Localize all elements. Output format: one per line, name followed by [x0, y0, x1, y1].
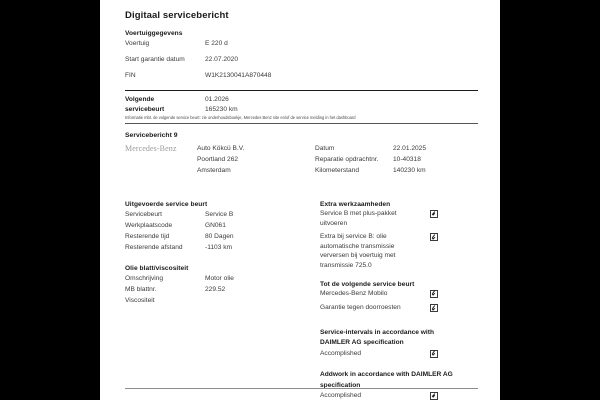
divider-above-next-service	[125, 90, 478, 91]
service-intervals-heading-line1: Service-intervals in accordance with	[320, 328, 434, 336]
checkbox-cell[interactable]	[430, 289, 442, 300]
performed-row-remaining-distance	[125, 242, 315, 253]
extra-work-column	[315, 201, 478, 400]
report-meta	[315, 143, 478, 176]
next-service-section	[125, 95, 478, 124]
meta-row-order-number	[315, 154, 478, 165]
page-title: Digitaal servicebericht	[125, 10, 229, 21]
report-header-columns	[125, 143, 478, 176]
field-value: Motor olie	[205, 275, 234, 282]
field-value: GN061	[205, 222, 226, 229]
field-label: MB blattnr.	[125, 286, 157, 293]
next-service-row-1	[125, 95, 478, 105]
field-value: 22.01.2025	[393, 145, 427, 152]
item-label: Service B met plus-pakket uitvoeren	[320, 210, 397, 227]
item-label: Mercedes-Benz Mobilo	[320, 289, 388, 297]
vehicle-row-voertuig	[125, 38, 478, 49]
vehicle-data-heading: Voertuiggegevens	[125, 30, 183, 37]
field-label: Voertuig	[125, 40, 150, 47]
addwork-section	[320, 370, 478, 400]
field-value: 22.07.2020	[205, 56, 239, 63]
field-label: Werkplaatscode	[125, 222, 173, 229]
checkbox-checked-icon[interactable]	[430, 350, 438, 358]
checkbox-checked-icon[interactable]	[430, 392, 438, 400]
field-value: 140230 km	[393, 167, 426, 174]
until-next-service-heading: Tot de volgende service beurt	[320, 280, 415, 288]
extra-work-heading: Extra werkzaamheden	[320, 201, 391, 208]
field-label: FIN	[125, 72, 136, 79]
until-next-service-item-1	[320, 289, 478, 300]
checkbox-checked-icon[interactable]	[430, 210, 438, 218]
performed-row-remaining-time	[125, 231, 315, 242]
meta-row-odometer	[315, 165, 478, 176]
oil-row-viscosity	[125, 295, 315, 306]
item-label: Extra bij service B: olie automatische transmissie verversen bij voertuig met transmissie 725.0	[320, 233, 396, 269]
page-bottom-divider	[125, 388, 478, 389]
service-intervals-section	[320, 328, 478, 359]
report-body-columns	[125, 201, 478, 400]
dealer-address	[197, 143, 315, 176]
spacer	[320, 360, 478, 370]
item-label: Garantie tegen doorroesten	[320, 304, 401, 312]
field-value: W1K2130041A870448	[205, 72, 272, 79]
vehicle-data-section	[125, 30, 478, 81]
checkbox-checked-icon[interactable]	[430, 304, 438, 312]
item-label: Accomplished	[320, 391, 362, 399]
performed-row-workshop-code	[125, 220, 315, 231]
field-label: Resterende afstand	[125, 244, 183, 251]
service-intervals-heading-line2: DAIMLER AG specification	[320, 339, 404, 347]
addwork-status	[320, 391, 478, 400]
performed-service-heading: Uitgevoerde service beurt	[125, 201, 208, 208]
until-next-service-item-2	[320, 303, 478, 314]
spacer	[320, 315, 478, 328]
vehicle-row-fin	[125, 70, 478, 81]
checkbox-checked-icon[interactable]	[430, 233, 438, 241]
checkbox-cell[interactable]	[430, 303, 442, 314]
next-service-fineprint: Informatie mbt. de volgende service beurt: zie onderhoudsboekje, Mercedes Benz site en/of de service melding in het dashboard	[125, 115, 356, 120]
service-report-heading: Servicebericht 9	[125, 132, 178, 139]
spacer	[125, 253, 315, 265]
field-label: Kilometerstand	[315, 167, 359, 174]
dealer-name: Auto Kökcü B.V.	[197, 145, 245, 152]
checkbox-cell[interactable]	[430, 209, 442, 220]
addwork-heading-line2: specification	[320, 381, 361, 389]
mercedes-benz-wordmark: Mercedes-Benz	[125, 144, 177, 153]
field-value: Service B	[205, 211, 234, 218]
next-service-label-line1: Volgende	[125, 96, 155, 103]
extra-work-item-1	[320, 209, 478, 228]
next-service-row-2	[125, 105, 478, 115]
checkbox-cell[interactable]	[430, 349, 442, 360]
field-value	[205, 295, 315, 306]
performed-service-column	[125, 201, 315, 306]
field-value: -1103 km	[205, 244, 232, 251]
dealer-city: Amsterdam	[197, 167, 231, 174]
next-service-label-line2: servicebeurt	[125, 105, 165, 113]
oil-section-heading: Olie blatt/viscositeit	[125, 265, 189, 272]
spacer	[320, 272, 478, 281]
oil-row-description	[125, 273, 315, 284]
oil-row-mb-sheet-number	[125, 284, 315, 295]
field-value: 10-40318	[393, 156, 421, 163]
field-label: Omschrijving	[125, 275, 164, 282]
meta-row-datum	[315, 143, 478, 154]
field-value: E 220 d	[205, 40, 228, 47]
next-service-date: 01.2026	[205, 96, 229, 103]
divider-below-fineprint	[125, 123, 478, 124]
item-label: Accomplished	[320, 349, 362, 357]
checkbox-cell[interactable]	[430, 391, 442, 400]
addwork-heading-line1: Addwork in accordance with DAIMLER AG	[320, 371, 453, 379]
extra-work-item-2	[320, 232, 478, 270]
performed-row-servicebeurt	[125, 209, 315, 220]
vehicle-row-warranty-start	[125, 54, 478, 65]
field-label: Start garantie datum	[125, 56, 185, 63]
field-label: Resterende tijd	[125, 233, 170, 240]
service-intervals-status	[320, 349, 478, 360]
dealer-street: Poortland 262	[197, 156, 239, 163]
field-value: 229.52	[205, 286, 226, 293]
field-label: Datum	[315, 145, 335, 152]
service-report-document	[100, 0, 500, 400]
field-value: 80 Dagen	[205, 233, 234, 240]
checkbox-cell[interactable]	[430, 232, 442, 243]
field-label: Viscositeit	[125, 297, 155, 304]
field-label: Servicebeurt	[125, 211, 163, 218]
next-service-distance: 165230 km	[205, 105, 238, 113]
field-label: Reparatie opdrachtnr.	[315, 156, 379, 163]
checkbox-checked-icon[interactable]	[430, 290, 438, 298]
